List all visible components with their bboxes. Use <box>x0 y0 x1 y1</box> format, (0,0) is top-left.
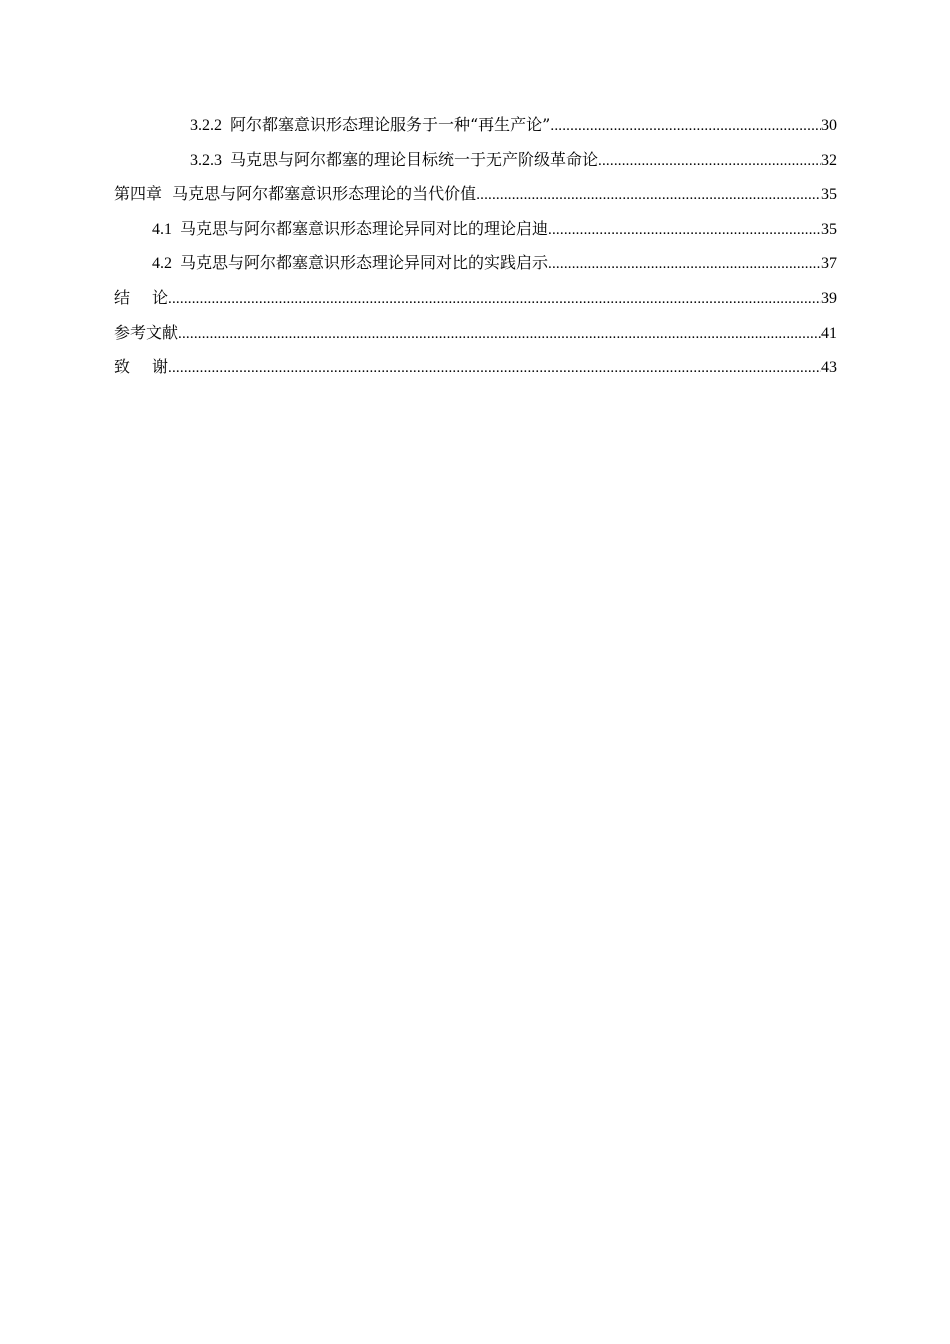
toc-entry-page: 39 <box>821 289 837 307</box>
toc-entry-chapter-4[interactable] <box>114 177 837 212</box>
dot-leader <box>548 213 821 248</box>
toc-entry-page: 35 <box>821 220 837 238</box>
toc-entry-page: 43 <box>821 359 837 377</box>
toc-entry-conclusion[interactable] <box>114 281 837 316</box>
toc-entry-4-1[interactable] <box>114 212 837 247</box>
toc-entry-title: 马克思与阿尔都塞的理论目标统一于无产阶级革命论 <box>230 149 599 169</box>
dot-leader <box>548 247 821 282</box>
dot-leader <box>550 109 821 144</box>
toc-entry-number: 4.2 <box>152 255 172 273</box>
toc-entry-page: 30 <box>821 117 837 134</box>
toc-entry-number: 3.2.2 <box>190 117 222 134</box>
table-of-contents <box>114 108 837 385</box>
toc-entry-number: 3.2.3 <box>190 151 222 169</box>
dot-leader <box>168 282 821 317</box>
toc-entry-page: 41 <box>821 324 837 342</box>
toc-entry-title: 马克思与阿尔都塞意识形态理论异同对比的实践启示 <box>180 253 549 273</box>
dot-leader <box>598 144 821 179</box>
toc-entry-title: 阿尔都塞意识形态理论服务于一种“再生产论” <box>230 115 551 134</box>
toc-entry-title: 第四章 马克思与阿尔都塞意识形态理论的当代价值 <box>114 184 477 204</box>
toc-entry-title: 参考文献 <box>114 322 179 342</box>
toc-entry-page: 35 <box>821 186 837 204</box>
toc-entry-references[interactable] <box>114 316 837 351</box>
dot-leader <box>178 317 821 352</box>
toc-entry-page: 37 <box>821 255 837 273</box>
toc-entry-3-2-2[interactable] <box>114 108 837 143</box>
toc-entry-title: 致谢 <box>114 357 191 377</box>
toc-entry-title: 马克思与阿尔都塞意识形态理论异同对比的理论启迪 <box>180 218 549 238</box>
toc-entry-4-2[interactable] <box>114 246 837 281</box>
dot-leader <box>168 351 821 386</box>
toc-entry-number: 4.1 <box>152 220 172 238</box>
dot-leader <box>476 178 821 213</box>
toc-entry-title: 结论 <box>114 287 191 307</box>
toc-entry-page: 32 <box>821 151 837 169</box>
toc-entry-3-2-3[interactable] <box>114 143 837 178</box>
toc-entry-acknowledgements[interactable] <box>114 350 837 385</box>
